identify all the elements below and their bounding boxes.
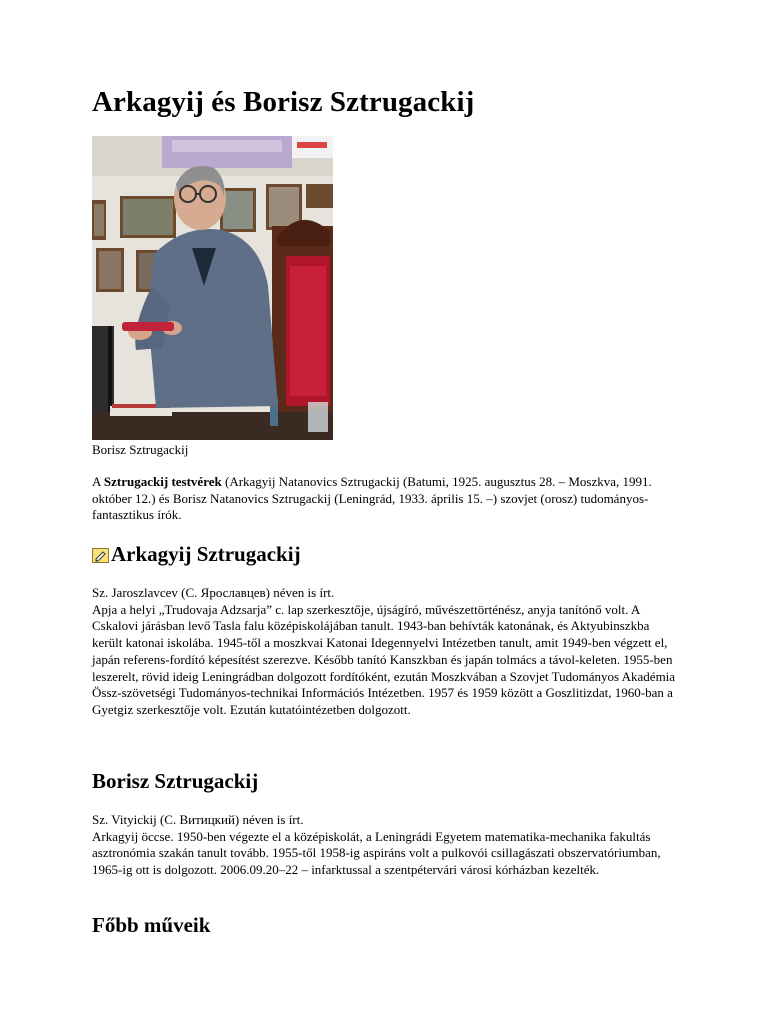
page-title: Arkagyij és Borisz Sztrugackij — [92, 86, 475, 118]
arkagyij-paragraph — [92, 585, 682, 719]
section-heading-borisz: Borisz Sztrugackij — [92, 769, 259, 793]
intro-bold-term: Sztrugackij testvérek — [103, 474, 222, 489]
section-heading-arkagyij: Arkagyij Sztrugackij — [111, 542, 301, 566]
intro-prefix: A — [92, 474, 104, 489]
intro-rest: (Arkagyij Natanovics Sztrugackij (Batumi, 1925. augusztus 28. – Moszkva, 1991. október 12.) és Borisz Natanovics Sztrugackij (Leningrád, 1933. április 15. –) szovjet (orosz) tudományos-fantasztikus írók. — [92, 474, 652, 523]
arkagyij-pen-name: Sz. Jaroszlavcev (С. Ярославцев) néven is írt. — [92, 585, 335, 600]
section-heading-works: Főbb műveik — [92, 913, 211, 937]
arkagyij-bio: Apja a helyi „Trudovaja Adzsarja” c. lap szerkesztője, újságíró, művészettörténész, anyja tanítónő volt. A Cskalovi járásban levő Tasla falu középiskolájában tanult. 1943-ban behívták katonának, és Aktyubinszkba került katonai iskolába. 1945-től a moszkvai Katonai Idegennyelvi Intézetben tanult, amit 1949-ben végzett el, japán referens-fordító képesítést szerezve. Később tanító Kanszkban és japán tolmács a távol-keleten. 1955-ben leszerelt, rövid ideig Leningrádban dolgozott fordítóként, ezután Moszkvában a Szovjet Tudományos Akadémia Össz-szövetségi Tudományos-technikai Információs Intézetben. 1957 és 1959 között a Goszlitizdat, 1960-ban a Gyetgiz szerkesztője volt. Ezután kutatóintézetben dolgozott. — [92, 601, 676, 717]
borisz-paragraph — [92, 812, 682, 879]
photo-caption: Borisz Sztrugackij — [92, 442, 189, 457]
borisz-bio: Arkagyij öccse. 1950-ben végezte el a középiskolát, a Leningrádi Egyetem matematika-mechanika fakultás asztronómia szakán tanult tovább. 1955-től 1958-ig aspiráns volt a pulkovói csillagászati obszervatóriumban, 1965-ig ott is dolgozott. 2006.09.20–22 – infarktussal a szentpétervári városi kórházban kezelték. — [92, 828, 661, 878]
portrait-photo — [92, 136, 333, 440]
edit-icon[interactable] — [92, 548, 109, 563]
borisz-pen-name: Sz. Vityickij (С. Витицкий) néven is írt. — [92, 812, 304, 827]
intro-paragraph — [92, 474, 682, 524]
